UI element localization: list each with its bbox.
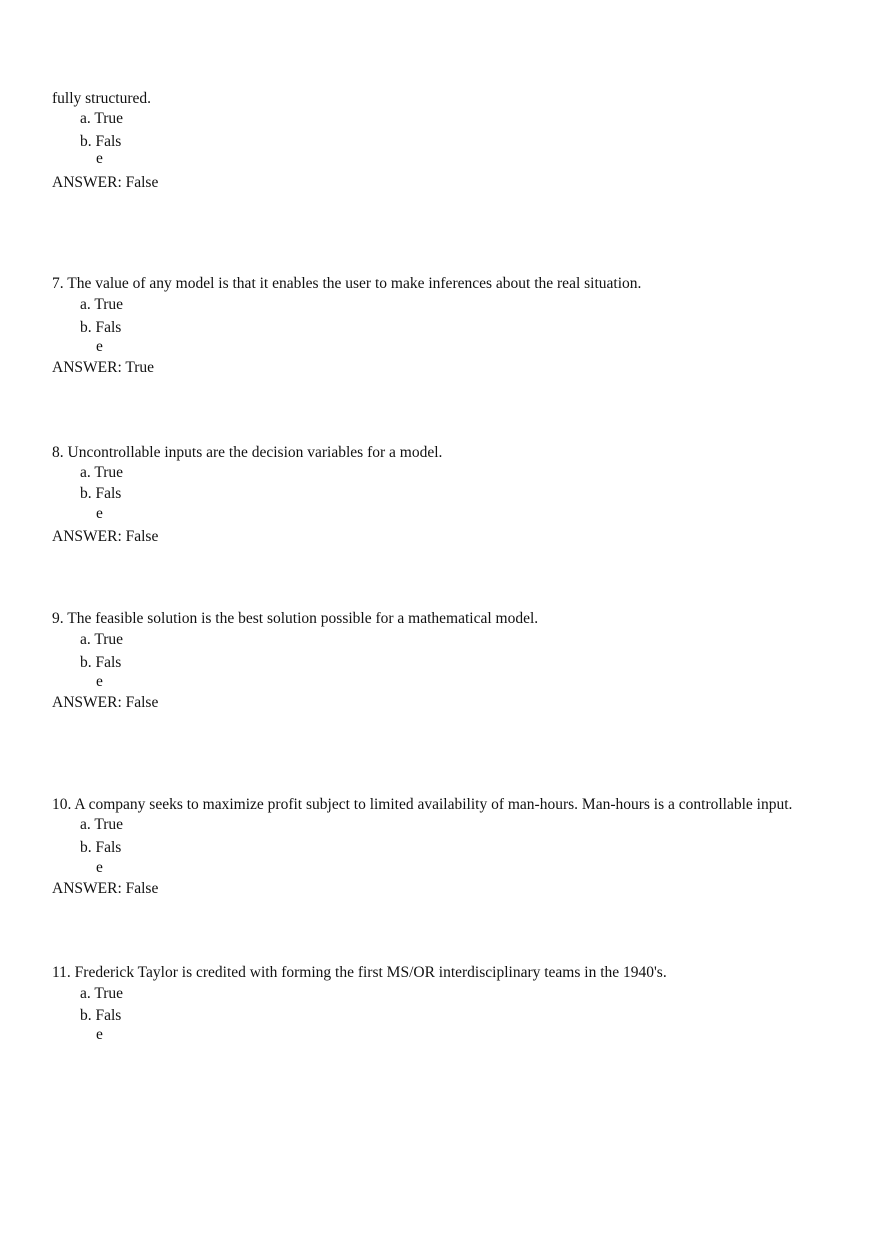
- option-b-wrap: e: [96, 150, 103, 167]
- option-b-wrap: e: [96, 1026, 103, 1043]
- option-b: b. Fals: [80, 654, 122, 671]
- question-stem: 7. The value of any model is that it enables the user to make inferences about the real situation.: [52, 275, 642, 292]
- option-a: a. True: [80, 631, 124, 648]
- option-a: a. True: [80, 985, 124, 1002]
- option-a: a. True: [80, 296, 124, 313]
- option-a: a. True: [80, 464, 124, 481]
- answer: ANSWER: True: [52, 359, 155, 376]
- answer: ANSWER: False: [52, 528, 159, 545]
- option-b-wrap: e: [96, 505, 103, 522]
- answer: ANSWER: False: [52, 174, 159, 191]
- question-stem: 10. A company seeks to maximize profit subject to limited availability of man-hours. Man-hours is a controllable input.: [52, 796, 793, 813]
- option-b-wrap: e: [96, 338, 103, 355]
- option-b: b. Fals: [80, 319, 122, 336]
- question-stem: 9. The feasible solution is the best solution possible for a mathematical model.: [52, 610, 539, 627]
- option-a: a. True: [80, 110, 124, 127]
- question-stem: 8. Uncontrollable inputs are the decision variables for a model.: [52, 444, 443, 461]
- option-b: b. Fals: [80, 485, 122, 502]
- option-b: b. Fals: [80, 133, 122, 150]
- answer: ANSWER: False: [52, 880, 159, 897]
- option-b: b. Fals: [80, 839, 122, 856]
- option-b-wrap: e: [96, 859, 103, 876]
- question-stem: 11. Frederick Taylor is credited with forming the first MS/OR interdisciplinary teams in the 1940's.: [52, 964, 667, 981]
- option-b-wrap: e: [96, 673, 103, 690]
- answer: ANSWER: False: [52, 694, 159, 711]
- option-b: b. Fals: [80, 1007, 122, 1024]
- question-stem-tail: fully structured.: [52, 90, 152, 107]
- option-a: a. True: [80, 816, 124, 833]
